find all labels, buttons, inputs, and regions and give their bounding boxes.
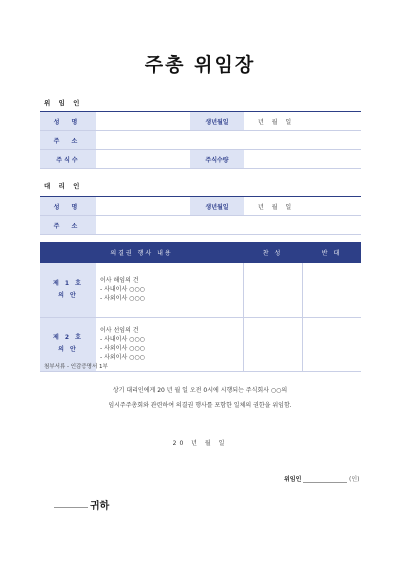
delegator-birth-label: 생년월일 [190,112,244,131]
agenda-2-oppose-box[interactable] [302,317,361,371]
delegator-shares-label: 주식수 [40,150,96,169]
agenda-1-title [40,263,96,317]
proxy-birth-label: 생년월일 [190,197,244,216]
header-oppose: 반 대 [302,242,361,263]
signing-date: 20 년 월 일 [172,440,228,447]
delegator-address-label: 주 소 [40,131,96,150]
agenda-2-content [96,317,243,371]
attachment-note: 첨부서류 - 인감증명서 1부 [44,364,108,370]
agenda-2-approve-box[interactable] [243,317,302,371]
delegator-name-field[interactable] [96,112,190,131]
proxy-section-label: 대 리 인 [44,182,83,190]
delegator-sign-label: 위임인 [284,476,302,483]
delegator-address-field[interactable] [96,131,361,150]
delegator-share-amount-label: 주식수량 [190,150,244,169]
agenda-row [40,263,361,317]
proxy-name-label: 성 명 [40,197,96,216]
agenda-1-item: - 사외이사 ○○○ [100,295,145,303]
delegator-birth-field[interactable]: 년 월 일 [244,112,361,131]
agenda-2-item: - 사외이사 ○○○ [100,345,145,352]
proxy-address-label: 주 소 [40,216,96,235]
agenda-1-content [96,263,243,317]
agenda-1-approve-box[interactable] [243,263,302,317]
document-title: 주총 위임장 [144,54,256,76]
proxy-name-field[interactable] [96,197,190,216]
agenda-1-number: 제 1 호 [53,279,83,287]
agenda-2-item: - 사내이사 ○○○ [100,336,145,343]
header-approve: 찬 성 [243,242,302,263]
agenda-1-suffix: 의 안 [58,291,78,299]
proxy-birth-field[interactable]: 년 월 일 [244,197,361,216]
delegator-sign-line[interactable] [303,482,347,483]
delegator-table [40,111,361,169]
agenda-1-oppose-box[interactable] [302,263,361,317]
header-voting-content: 의결권 행사 내용 [40,242,243,263]
delegator-section-label: 위 임 인 [44,99,83,107]
agenda-2-suffix: 의 안 [58,346,78,353]
statement-line-2: 임시주주총회와 관련하여 의결권 행사를 포함한 일체의 권한을 위임함. [108,402,292,409]
delegator-name-label: 성 명 [40,112,96,131]
seal-mark: (인) [349,476,360,483]
proxy-table [40,196,361,235]
agenda-1-heading: 이사 해임의 건 [100,277,139,285]
agenda-2-number: 제 2 호 [53,334,83,341]
agenda-1-item: - 사내이사 ○○○ [100,286,145,294]
recipient-suffix: 귀하 [90,501,110,512]
voting-table [40,242,361,372]
delegator-shares-field[interactable] [96,150,190,169]
delegator-share-amount-field[interactable] [244,150,361,169]
recipient-name-line[interactable] [54,507,88,508]
statement-line-1: 상기 대리인에게 20 년 월 일 오전 0시에 시행되는 주식회사 ○○의 [112,387,288,394]
proxy-address-field[interactable] [96,216,361,235]
agenda-2-item: - 사외이사 ○○○ [100,354,145,361]
agenda-2-heading: 이사 선임의 건 [100,327,139,334]
